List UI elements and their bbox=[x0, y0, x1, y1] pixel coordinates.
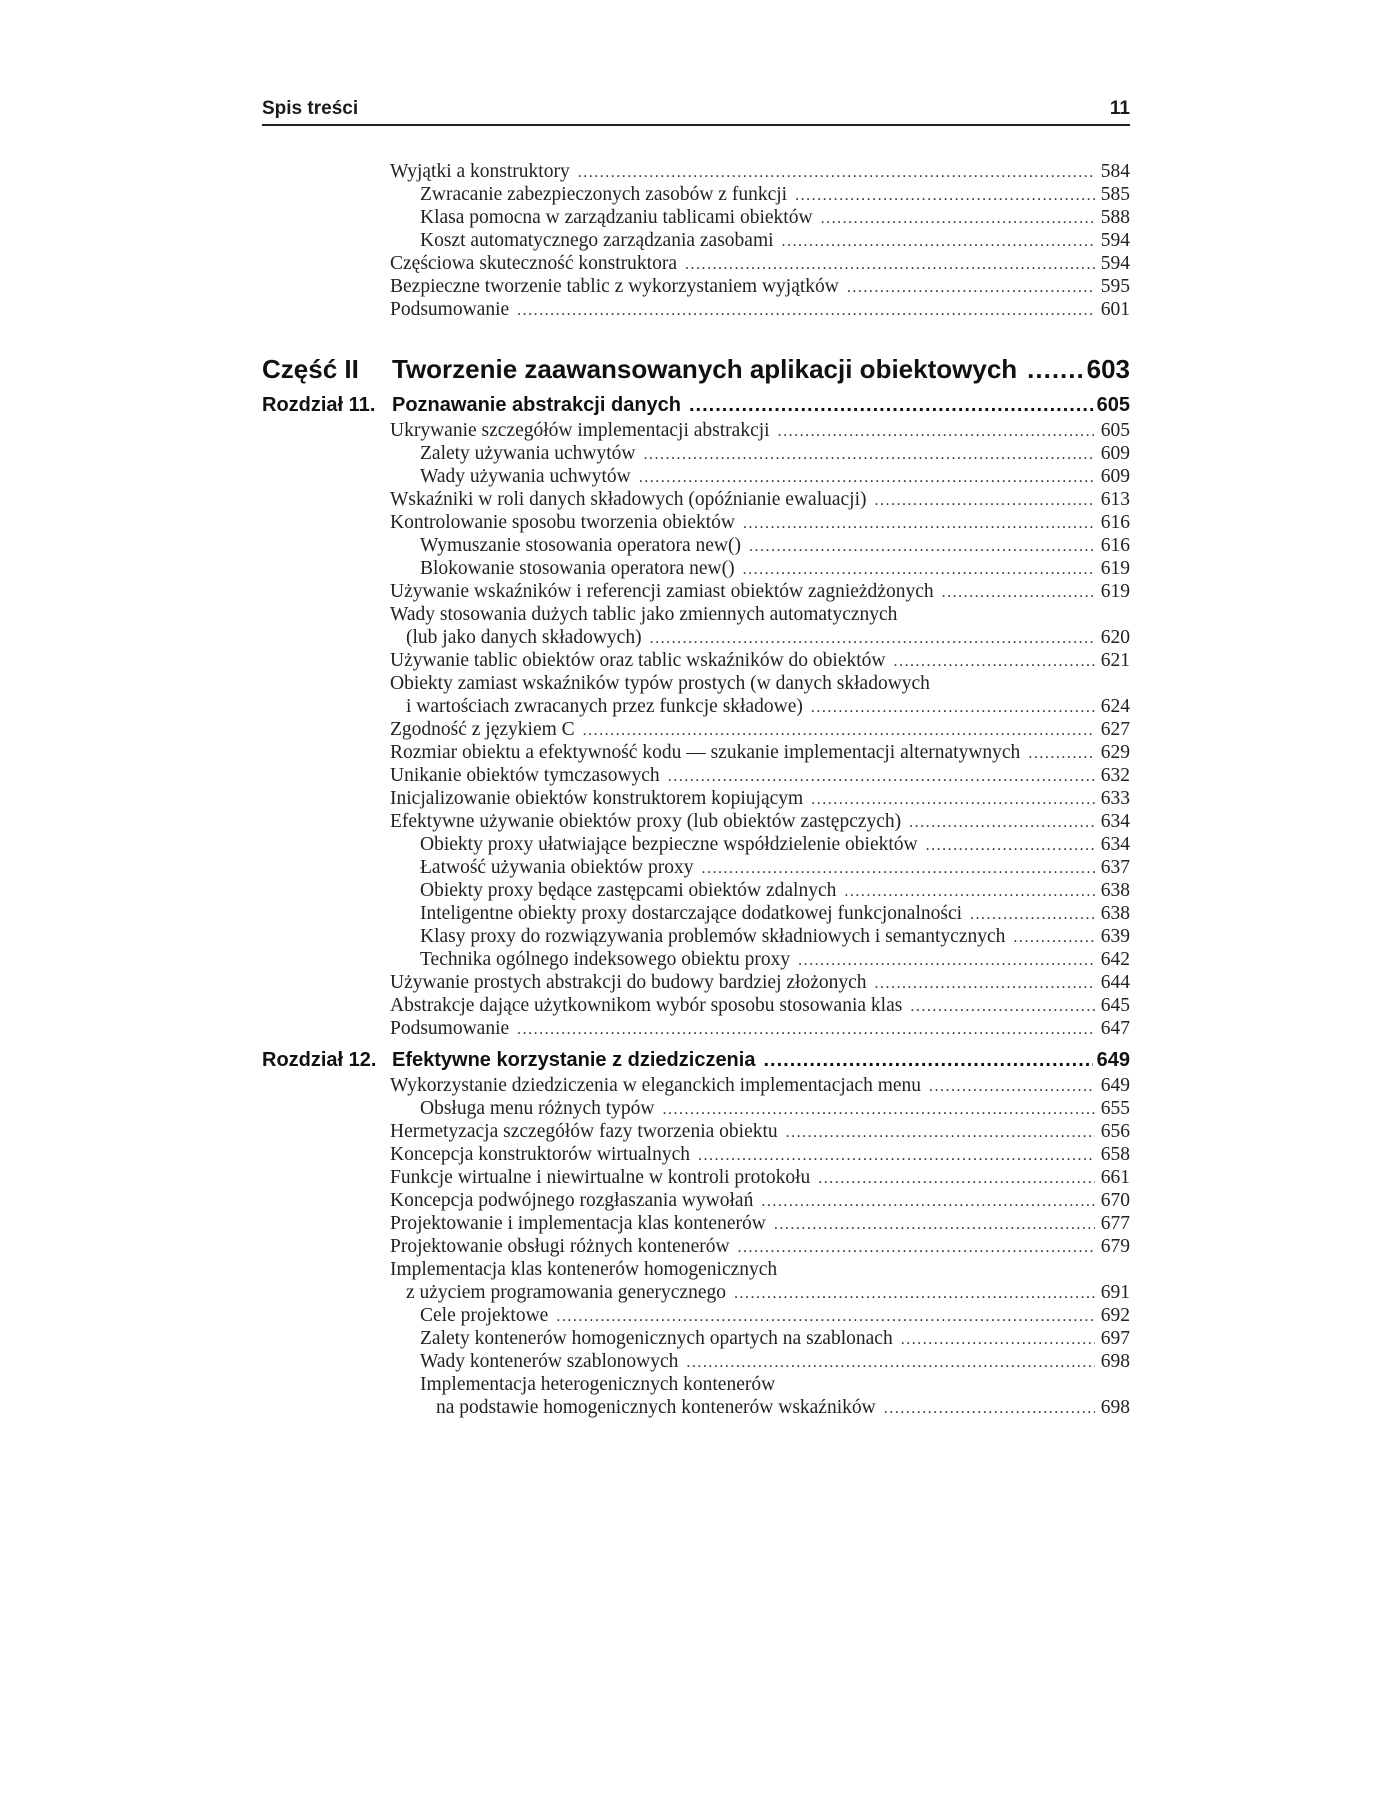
dot-leader bbox=[795, 184, 1095, 208]
toc-entry[interactable] bbox=[390, 160, 1130, 184]
toc-entry[interactable] bbox=[390, 1235, 1130, 1259]
toc-entry-page: 691 bbox=[1100, 1282, 1130, 1303]
toc-entry-page: 637 bbox=[1100, 857, 1130, 878]
toc-entry[interactable] bbox=[390, 1017, 1130, 1041]
toc-entry[interactable] bbox=[390, 1166, 1130, 1190]
toc-entry-first-line[interactable]: Implementacja klas kontenerów homogenicznych bbox=[390, 1259, 778, 1280]
dot-leader bbox=[782, 230, 1095, 254]
toc-entry[interactable] bbox=[390, 298, 1130, 322]
dot-leader bbox=[734, 1282, 1095, 1306]
dot-leader bbox=[875, 489, 1095, 513]
toc-entry[interactable] bbox=[420, 1327, 1130, 1351]
dot-leader bbox=[650, 627, 1095, 651]
dot-leader bbox=[701, 857, 1094, 881]
part-label: Część II bbox=[262, 354, 359, 384]
toc-entry-page: 609 bbox=[1100, 466, 1130, 487]
toc-entry-page: 670 bbox=[1100, 1190, 1130, 1211]
toc-entry-title: Klasa pomocna w zarządzaniu tablicami obiektów bbox=[420, 207, 813, 228]
dot-leader bbox=[663, 1098, 1095, 1122]
toc-entry-page: 629 bbox=[1100, 742, 1130, 763]
toc-entry[interactable] bbox=[390, 971, 1130, 995]
toc-entry[interactable] bbox=[420, 442, 1130, 466]
dot-leader bbox=[774, 1213, 1095, 1237]
toc-entry[interactable] bbox=[420, 856, 1130, 880]
header-rule bbox=[262, 124, 1130, 126]
dot-leader bbox=[844, 880, 1094, 904]
toc-entry-title: Blokowanie stosowania operatora new() bbox=[420, 558, 735, 579]
toc-entry[interactable] bbox=[420, 557, 1130, 581]
dot-leader bbox=[901, 1328, 1095, 1352]
toc-entry[interactable] bbox=[390, 488, 1130, 512]
toc-entry-title: z użyciem programowania generycznego bbox=[406, 1282, 726, 1303]
part-heading[interactable] bbox=[262, 354, 1130, 386]
toc-entry-title: Zwracanie zabezpieczonych zasobów z funkcji bbox=[420, 184, 788, 205]
toc-entry[interactable] bbox=[390, 718, 1130, 742]
toc-entry-title: Bezpieczne tworzenie tablic z wykorzystaniem wyjątków bbox=[390, 276, 839, 297]
toc-entry[interactable] bbox=[390, 810, 1130, 834]
toc-entry-page: 638 bbox=[1100, 903, 1130, 924]
toc-entry-page: 645 bbox=[1100, 995, 1130, 1016]
toc-entry-page: 633 bbox=[1100, 788, 1130, 809]
running-header-title: Spis treści bbox=[262, 98, 359, 119]
toc-entry-page: 661 bbox=[1100, 1167, 1130, 1188]
dot-leader bbox=[875, 972, 1095, 996]
toc-entry[interactable] bbox=[390, 1189, 1130, 1213]
toc-entry-page: 627 bbox=[1100, 719, 1130, 740]
dot-leader bbox=[893, 650, 1094, 674]
chapter-heading[interactable] bbox=[262, 394, 1130, 420]
toc-entry[interactable] bbox=[420, 879, 1130, 903]
toc-entry-title: Podsumowanie bbox=[390, 299, 510, 320]
toc-entry-title: Unikanie obiektów tymczasowych bbox=[390, 765, 660, 786]
dot-leader bbox=[583, 719, 1095, 743]
toc-entry[interactable] bbox=[406, 626, 1130, 650]
toc-entry-title: Wskaźniki w roli danych składowych (opóźnianie ewaluacji) bbox=[390, 489, 867, 510]
toc-entry-page: 616 bbox=[1100, 535, 1130, 556]
toc-entry-title: Używanie prostych abstrakcji do budowy bardziej złożonych bbox=[390, 972, 867, 993]
dot-leader bbox=[909, 811, 1095, 835]
dot-leader bbox=[761, 1190, 1094, 1214]
dot-leader bbox=[929, 1075, 1095, 1099]
chapter-title-line bbox=[392, 1049, 1130, 1072]
toc-entry-title: na podstawie homogenicznych kontenerów wskaźników bbox=[436, 1397, 876, 1418]
toc-entry[interactable] bbox=[420, 833, 1130, 857]
toc-entry-title: Obsługa menu różnych typów bbox=[420, 1098, 655, 1119]
toc-entry-page: 656 bbox=[1100, 1121, 1130, 1142]
dot-leader bbox=[811, 788, 1095, 812]
part-title: Tworzenie zaawansowanych aplikacji obiektowych bbox=[392, 354, 1018, 384]
toc-entry-title: i wartościach zwracanych przez funkcje składowe) bbox=[406, 696, 803, 717]
toc-entry-title: Koncepcja konstruktorów wirtualnych bbox=[390, 1144, 691, 1165]
toc-entry[interactable] bbox=[420, 183, 1130, 207]
toc-entry-title: Wyjątki a konstruktory bbox=[390, 161, 570, 182]
toc-entry-page: 624 bbox=[1100, 696, 1130, 717]
toc-entry[interactable] bbox=[390, 1212, 1130, 1236]
toc-entry[interactable] bbox=[390, 994, 1130, 1018]
chapter-label: Rozdział 11. bbox=[262, 394, 376, 416]
toc-entry-title: Używanie wskaźników i referencji zamiast obiektów zagnieżdżonych bbox=[390, 581, 934, 602]
toc-entry[interactable] bbox=[390, 275, 1130, 299]
dot-leader bbox=[578, 161, 1095, 185]
toc-entry-page: 619 bbox=[1100, 581, 1130, 602]
toc-entry[interactable] bbox=[420, 925, 1130, 949]
dot-leader bbox=[821, 207, 1095, 231]
toc-entry-title: Hermetyzacja szczegółów fazy tworzenia obiektu bbox=[390, 1121, 778, 1142]
toc-entry[interactable] bbox=[390, 787, 1130, 811]
toc-entry-title: Wykorzystanie dziedziczenia w eleganckich implementacjach menu bbox=[390, 1075, 922, 1096]
toc-entry[interactable] bbox=[420, 206, 1130, 230]
dot-leader bbox=[517, 1018, 1095, 1042]
dot-leader bbox=[811, 696, 1095, 720]
toc-entry[interactable] bbox=[420, 1350, 1130, 1374]
chapter-title-line bbox=[392, 394, 1130, 417]
toc-entry-title: Zalety używania uchwytów bbox=[420, 443, 636, 464]
toc-entry-page: 679 bbox=[1100, 1236, 1130, 1257]
dot-leader bbox=[685, 253, 1095, 277]
toc-entry-page: 601 bbox=[1100, 299, 1130, 320]
toc-entry[interactable] bbox=[406, 695, 1130, 719]
toc-entry-page: 634 bbox=[1100, 834, 1130, 855]
part-page: 603 bbox=[1086, 354, 1130, 384]
dot-leader bbox=[1028, 742, 1094, 766]
toc-entry-page: 642 bbox=[1100, 949, 1130, 970]
toc-entry-title: Kontrolowanie sposobu tworzenia obiektów bbox=[390, 512, 735, 533]
toc-entry[interactable] bbox=[420, 948, 1130, 972]
dot-leader bbox=[668, 765, 1095, 789]
toc-entry-title: Ukrywanie szczegółów implementacji abstrakcji bbox=[390, 420, 770, 441]
part-title-line bbox=[392, 354, 1130, 385]
toc-entry-page: 620 bbox=[1100, 627, 1130, 648]
toc-entry-title: Inteligentne obiekty proxy dostarczające dodatkowej funkcjonalności bbox=[420, 903, 963, 924]
toc-entry-title: Obiekty proxy będące zastępcami obiektów zdalnych bbox=[420, 880, 837, 901]
dot-leader bbox=[798, 949, 1095, 973]
toc-entry[interactable] bbox=[390, 1120, 1130, 1144]
toc-entry-page: 698 bbox=[1100, 1397, 1130, 1418]
toc-entry[interactable] bbox=[390, 764, 1130, 788]
chapter-title: Efektywne korzystanie z dziedziczenia bbox=[392, 1049, 756, 1071]
toc-entry-page: 639 bbox=[1100, 926, 1130, 947]
toc-entry-title: Efektywne używanie obiektów proxy (lub obiektów zastępczych) bbox=[390, 811, 902, 832]
toc-entry-page: 594 bbox=[1100, 253, 1130, 274]
dot-leader bbox=[686, 1351, 1094, 1375]
dot-leader bbox=[749, 535, 1095, 559]
chapter-page: 649 bbox=[1096, 1049, 1130, 1071]
toc-entry-title: Podsumowanie bbox=[390, 1018, 510, 1039]
toc-entry-title: Cele projektowe bbox=[420, 1305, 549, 1326]
toc-entry-page: 616 bbox=[1100, 512, 1130, 533]
toc-entry-title: Klasy proxy do rozwiązywania problemów składniowych i semantycznych bbox=[420, 926, 1006, 947]
toc-entry-title: Wady kontenerów szablonowych bbox=[420, 1351, 679, 1372]
toc-entry-page: 658 bbox=[1100, 1144, 1130, 1165]
toc-entry[interactable] bbox=[390, 580, 1130, 604]
toc-entry[interactable] bbox=[390, 1143, 1130, 1167]
toc-entry-first-line[interactable]: Obiekty zamiast wskaźników typów prostych (w danych składowych bbox=[390, 673, 930, 694]
toc-entry[interactable] bbox=[390, 419, 1130, 443]
toc-entry-title: Projektowanie obsługi różnych kontenerów bbox=[390, 1236, 730, 1257]
dot-leader bbox=[778, 420, 1095, 444]
dot-leader bbox=[517, 299, 1095, 323]
toc-entry[interactable] bbox=[390, 649, 1130, 673]
toc-entry-page: 605 bbox=[1100, 420, 1130, 441]
toc-entry-page: 588 bbox=[1100, 207, 1130, 228]
dot-leader bbox=[644, 443, 1095, 467]
dot-leader bbox=[818, 1167, 1095, 1191]
dot-leader bbox=[1027, 354, 1082, 385]
dot-leader bbox=[556, 1305, 1094, 1329]
toc-entry-title: Wymuszanie stosowania operatora new() bbox=[420, 535, 741, 556]
chapter-label: Rozdział 12. bbox=[262, 1049, 377, 1071]
dot-leader bbox=[910, 995, 1094, 1019]
toc-entry-page: 585 bbox=[1100, 184, 1130, 205]
toc-entry-page: 692 bbox=[1100, 1305, 1130, 1326]
running-header bbox=[262, 98, 1130, 120]
toc-entry-page: 634 bbox=[1100, 811, 1130, 832]
toc-entry-title: Funkcje wirtualne i niewirtualne w kontroli protokołu bbox=[390, 1167, 811, 1188]
toc-entry-title: Technika ogólnego indeksowego obiektu proxy bbox=[420, 949, 791, 970]
toc-entry[interactable] bbox=[420, 1097, 1130, 1121]
dot-leader bbox=[970, 903, 1095, 927]
dot-leader bbox=[847, 276, 1095, 300]
dot-leader bbox=[926, 834, 1095, 858]
toc-entry-page: 644 bbox=[1100, 972, 1130, 993]
toc-entry-page: 638 bbox=[1100, 880, 1130, 901]
toc-entry-title: Zalety kontenerów homogenicznych opartych na szablonach bbox=[420, 1328, 893, 1349]
toc-entry[interactable] bbox=[436, 1396, 1130, 1420]
toc-entry-page: 655 bbox=[1100, 1098, 1130, 1119]
toc-entry-page: 584 bbox=[1100, 161, 1130, 182]
toc-entry-title: Używanie tablic obiektów oraz tablic wskaźników do obiektów bbox=[390, 650, 886, 671]
toc-entry-title: Projektowanie i implementacja klas kontenerów bbox=[390, 1213, 766, 1234]
toc-entry-title: Łatwość używania obiektów proxy bbox=[420, 857, 694, 878]
toc-entry[interactable] bbox=[420, 1304, 1130, 1328]
dot-leader bbox=[738, 1236, 1095, 1260]
toc-entry-page: 697 bbox=[1100, 1328, 1130, 1349]
toc-entry-title: Inicjalizowanie obiektów konstruktorem kopiującym bbox=[390, 788, 804, 809]
toc-entry-title: Koncepcja podwójnego rozgłaszania wywołań bbox=[390, 1190, 754, 1211]
toc-entry-title: (lub jako danych składowych) bbox=[406, 627, 642, 648]
toc-entry-title: Obiekty proxy ułatwiające bezpieczne współdzielenie obiektów bbox=[420, 834, 918, 855]
dot-leader bbox=[1013, 926, 1094, 950]
toc-entry-page: 649 bbox=[1100, 1075, 1130, 1096]
dot-leader bbox=[786, 1121, 1095, 1145]
dot-leader bbox=[743, 558, 1095, 582]
dot-leader bbox=[763, 1049, 1092, 1072]
toc-entry[interactable] bbox=[420, 465, 1130, 489]
toc-entry[interactable] bbox=[406, 1281, 1130, 1305]
toc-entry-page: 677 bbox=[1100, 1213, 1130, 1234]
toc-entry-first-line[interactable]: Wady stosowania dużych tablic jako zmiennych automatycznych bbox=[390, 604, 898, 625]
toc-entry-page: 595 bbox=[1100, 276, 1130, 297]
toc-entry[interactable] bbox=[420, 229, 1130, 253]
dot-leader bbox=[884, 1397, 1095, 1421]
toc-entry-title: Koszt automatycznego zarządzania zasobami bbox=[420, 230, 774, 251]
toc-entry-title: Wady używania uchwytów bbox=[420, 466, 631, 487]
toc-entry[interactable] bbox=[390, 252, 1130, 276]
toc-entry-title: Rozmiar obiektu a efektywność kodu — szukanie implementacji alternatywnych bbox=[390, 742, 1021, 763]
toc-entry[interactable] bbox=[390, 511, 1130, 535]
dot-leader bbox=[743, 512, 1095, 536]
dot-leader bbox=[639, 466, 1095, 490]
toc-entry-title: Częściowa skuteczność konstruktora bbox=[390, 253, 677, 274]
toc-entry-page: 609 bbox=[1100, 443, 1130, 464]
toc-entry-page: 613 bbox=[1100, 489, 1130, 510]
toc-entry-page: 594 bbox=[1100, 230, 1130, 251]
toc-entry[interactable] bbox=[420, 534, 1130, 558]
toc-entry-page: 698 bbox=[1100, 1351, 1130, 1372]
toc-entry-page: 621 bbox=[1100, 650, 1130, 671]
chapter-page: 605 bbox=[1096, 394, 1130, 416]
toc-entry-title: Zgodność z językiem C bbox=[390, 719, 575, 740]
dot-leader bbox=[689, 394, 1093, 417]
dot-leader bbox=[698, 1144, 1095, 1168]
toc-entry-first-line[interactable]: Implementacja heterogenicznych kontenerów bbox=[420, 1374, 776, 1395]
toc-entry[interactable] bbox=[390, 1074, 1130, 1098]
chapter-title: Poznawanie abstrakcji danych bbox=[392, 394, 681, 416]
dot-leader bbox=[942, 581, 1095, 605]
toc-entry-page: 647 bbox=[1100, 1018, 1130, 1039]
toc-entry-page: 632 bbox=[1100, 765, 1130, 786]
toc-entry-title: Abstrakcje dające użytkownikom wybór sposobu stosowania klas bbox=[390, 995, 903, 1016]
toc-entry[interactable] bbox=[420, 902, 1130, 926]
chapter-heading[interactable] bbox=[262, 1049, 1130, 1075]
toc-entry-page: 619 bbox=[1100, 558, 1130, 579]
running-header-page-number: 11 bbox=[1109, 98, 1130, 119]
toc-entry[interactable] bbox=[390, 741, 1130, 765]
